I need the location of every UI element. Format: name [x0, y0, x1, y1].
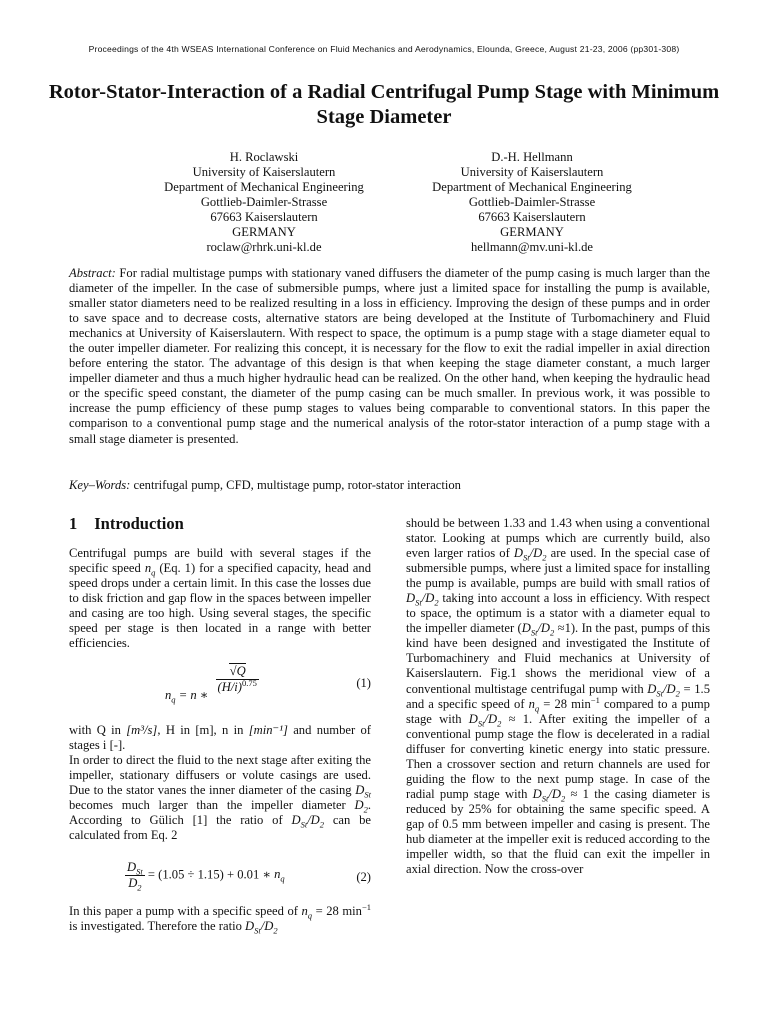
- intro-paragraph-1: [69, 546, 371, 651]
- author-country: GERMANY: [500, 225, 564, 239]
- intro-paragraph-3: In this paper a pump with a specific speed of $n_q = 28$ $\min^{-1}$ is investigated. Therefore the ratio $D_{St}/D_2$: [69, 901, 371, 936]
- keywords: [69, 478, 710, 493]
- proceedings-header: Proceedings of the 4th WSEAS International Conference on Fluid Mechanics and Aerodynamics, Elounda, Greece, August 21-23, 2006 (pp301-308): [88, 44, 680, 54]
- equation-1-body: $n_q = n$ ∗ $\frac{√Q}{(H/i)^{0.75}}$: [165, 664, 257, 705]
- author-university: University of Kaiserslautern: [460, 165, 604, 179]
- section-number: 1: [69, 514, 78, 533]
- author-city: 67663 Kaiserslautern: [478, 210, 586, 224]
- abstract-label: Abstract:: [69, 266, 116, 280]
- author-email: roclaw@rhrk.uni-kl.de: [206, 240, 322, 254]
- equation-2-body: $\frac{D_{St}}{D_2}$ = (1.05 ÷ 1.15) + 0.01 ∗ $n_q$: [127, 860, 285, 893]
- author-country: GERMANY: [232, 225, 296, 239]
- intro-right-column: should be between 1.33 and 1.43 when using a conventional stator. Looking at pumps which are currently build, also even larger ratios of $D_{St}/D_2$ are used. In the special case of submersible pumps, where just a limited space for installing the pump is available, pumps are build with small ratios of $D_{St}/D_2$ taking into account a loss in efficiency. With respect to space, the optimum is a stator with a diameter equal to the impeller diameter $(D_{St}/D_2 \approx 1)$. In the past, pumps of this kind have been designed and investigated the Institute of Turbomachinery and Fluid mechanics at University of Kaiserslautern. Fig.1 shows the meridional view of a conventional multistage centrifugal pump with $D_{St}/D_2 = 1.5$ and a specific speed of $n_q = 28$ $\min^{-1}$ compared to a pump stage with $D_{St}/D_2 \approx 1$. After exiting the impeller of a conventional pump stage the flow is decelerated in a radial diffuser for converting kinetic energy into static pressure. Then a crossover section and return channels are used for guiding the flow to the next pump stage. In case of the radial pump stage with $D_{St}/D_2 \approx 1$ the casing diameter is reduced by 25% for obtaining the same specific speed. A gap of 0.5 mm between impeller and casing is present. The hub diameter at the impeller exit is reduced according to the impeller width, so that the fluid can exit the impeller in axial direction. Now the cross-over: [406, 516, 711, 877]
- section-title: Introduction: [94, 514, 184, 533]
- abstract: [69, 266, 710, 447]
- equation-2-number: (2): [356, 870, 371, 884]
- author-name: D.-H. Hellmann: [491, 150, 573, 164]
- equation-1: [69, 664, 371, 710]
- author-street: Gottlieb-Daimler-Strasse: [468, 195, 596, 209]
- equation-2: [69, 860, 371, 896]
- abstract-text: For radial multistage pumps with stationary vaned diffusers the diameter of the pump casing is much larger than the diameter of the impeller. In the case of submersible pumps, where just a limited space for installing the pump is available, smaller stator diameters need to be realized resulting in a loss in efficiency. Improving the design of these pumps and in order to save space and to decrease costs, alternative stators are being developed at the Institute of Turbomachinery and Fluid mechanics at University of Kaiserslautern. With respect to space, the optimum is a pump stage with a stage diameter equal to the outer impeller diameter. For realizing this concept, it is necessary for the flow to exit the radial impeller in axial direction before entering the stator. The advantage of this design is that when keeping the stage diameter constant, a much larger impeller diameter and thus a much higher hydraulic head can be realized. On the other hand, when keeping the hydraulic head or the specific speed constant, the diameter of the pump casing can be much smaller. In previous work, it was possible to increase the pump efficiency of these pump stages to values being comparable to conventional stators. In this paper the comparison to a conventional pump stage and the numerical analysis of the rotor-stator interaction of a pump stage with a small stage diameter is presented.: [69, 266, 710, 446]
- author-block-2: [407, 150, 657, 255]
- author-email: hellmann@mv.uni-kl.de: [470, 240, 593, 254]
- author-city: 67663 Kaiserslautern: [210, 210, 318, 224]
- author-name: H. Roclawski: [229, 150, 299, 164]
- keywords-label: Key–Words:: [69, 478, 131, 492]
- intro-paragraph-2: with Q in [m³/s], H in [m], n in [min⁻¹] and number of stages i [-]. In order to direct the fluid to the next stage after exiting the impeller, stationary diffusers or volute casings are used. Due to the stator vanes the inner diameter of the casing $D_{St}$ becomes much larger than the impeller diameter $D_2$. According to Gülich [1] the ratio of $D_{St}/D_2$ can be calculated from Eq. 2: [69, 723, 371, 843]
- author-university: University of Kaiserslautern: [192, 165, 336, 179]
- symbol-nq: $n_q$: [144, 561, 156, 578]
- equation-1-number: (1): [356, 676, 371, 690]
- keywords-text: centrifugal pump, CFD, multistage pump, rotor-stator interaction: [133, 478, 461, 492]
- author-street: Gottlieb-Daimler-Strasse: [200, 195, 328, 209]
- author-department: Department of Mechanical Engineering: [164, 180, 364, 194]
- section-heading: [69, 514, 184, 534]
- author-department: Department of Mechanical Engineering: [432, 180, 632, 194]
- author-block-1: [139, 150, 389, 255]
- paper-title: Rotor-Stator-Interaction of a Radial Centrifugal Pump Stage with Minimum Stage Diameter: [48, 81, 720, 128]
- paragraph-text: Centrifugal pumps are build with several stages if the specific speed: [69, 546, 371, 576]
- paragraph-text: (Eq. 1) for a specified capacity, head and speed drops under a certain limit. In this case the losses due to disk friction and gap flow in the spaces between impeller and casing are too high. Using several stages, the specific speed per stage is then located in a range with better efficiencies.: [69, 561, 371, 651]
